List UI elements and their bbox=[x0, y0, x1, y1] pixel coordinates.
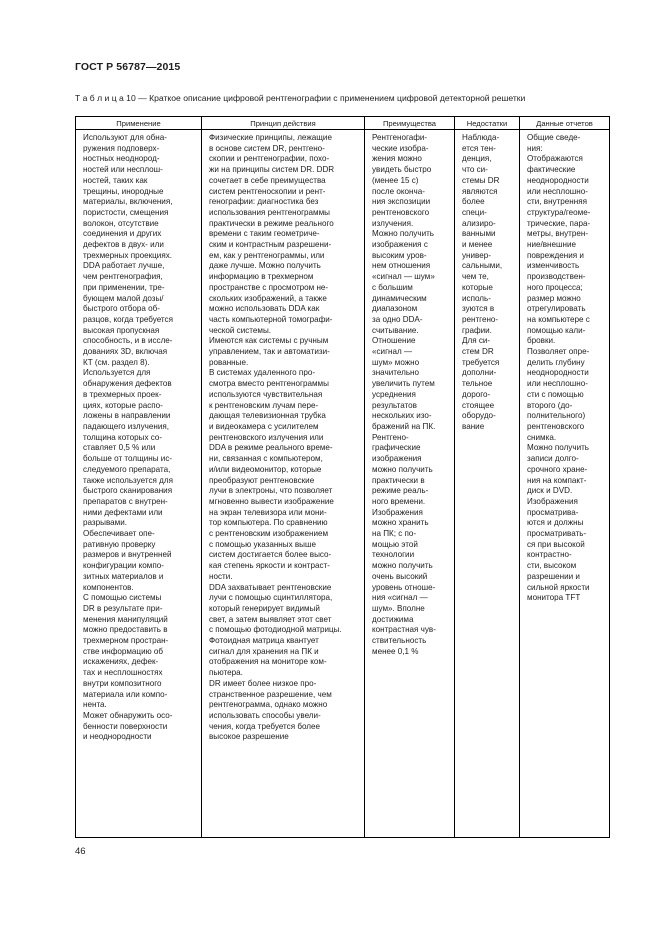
text-line: динамическим bbox=[372, 293, 427, 303]
text-line: оборудо- bbox=[462, 411, 496, 421]
text-line: и видеокамера с усилителем bbox=[209, 421, 319, 431]
text-line: лучи в электроны, что позволяет bbox=[209, 486, 333, 496]
text-line: Можно получить bbox=[527, 443, 590, 453]
text-line: конфигурации компо- bbox=[83, 561, 164, 571]
text-line: дованиях 3D, включая bbox=[83, 347, 168, 357]
text-line: с помощью указанных выше bbox=[209, 539, 316, 549]
text-line: способность, и в иссле- bbox=[83, 336, 173, 346]
text-line: тельное bbox=[462, 379, 493, 389]
text-line: фактические bbox=[527, 165, 576, 175]
text-line: материалы, включения, bbox=[83, 197, 173, 207]
text-line: срочного хране- bbox=[527, 464, 588, 474]
text-line: универ- bbox=[462, 250, 491, 260]
text-line: увидеть быстро bbox=[372, 165, 432, 175]
text-line: нем отношения bbox=[372, 261, 431, 271]
text-line: неоднородности bbox=[527, 368, 589, 378]
text-line: рентгено- bbox=[462, 314, 499, 324]
text-line: очень высокий bbox=[372, 571, 428, 581]
text-line: ставляет 0,5 % или bbox=[83, 443, 156, 453]
text-line: сильной яркости bbox=[527, 582, 590, 592]
text-line: толщина которых со- bbox=[83, 432, 163, 442]
text-line: компонентов. bbox=[83, 582, 134, 592]
table-caption: Т а б л и ц а 10 — Краткое описание цифровой рентгенографии с применением цифровой детекторной решетки bbox=[75, 93, 526, 103]
text-line: часть компьютерной томографи- bbox=[209, 314, 333, 324]
text-line: уровень отноше- bbox=[372, 582, 436, 592]
text-line: Наблюда- bbox=[462, 133, 500, 142]
text-line: скопии и рентгенографии, похо- bbox=[209, 154, 330, 164]
text-line: или несплошно- bbox=[527, 186, 588, 196]
text-line: можно получить bbox=[372, 561, 433, 571]
text-line: Для си- bbox=[462, 336, 491, 346]
text-line: также используется для bbox=[83, 475, 173, 485]
text-line: на ПК; с по- bbox=[372, 529, 417, 539]
header-principle: Принцип действия bbox=[202, 117, 365, 130]
text-line: рентгеновского bbox=[527, 421, 585, 431]
text-line: использовать способы увели- bbox=[209, 710, 321, 720]
text-line: ни, связанная с компьютером, bbox=[209, 454, 323, 464]
text-line: метры, внутрен- bbox=[527, 229, 589, 239]
text-line: дорого- bbox=[462, 389, 491, 399]
text-line: Используют для обна- bbox=[83, 133, 167, 142]
text-line: В системах удаленного про- bbox=[209, 368, 316, 378]
text-line: записи долго- bbox=[527, 454, 579, 464]
text-line: ется тен- bbox=[462, 143, 496, 153]
text-line: увеличить путем bbox=[372, 379, 435, 389]
text-line: тах и несплошностях bbox=[83, 668, 163, 678]
text-line: требуется bbox=[462, 357, 500, 367]
text-line: которые bbox=[462, 282, 493, 292]
text-line: значительно bbox=[372, 368, 420, 378]
text-line: жи на принципы систем DR. DDR bbox=[209, 165, 335, 175]
text-line: внутри композитного bbox=[83, 678, 162, 688]
header-report-data: Данные отчетов bbox=[520, 117, 610, 130]
text-line: или несплошно- bbox=[527, 379, 588, 389]
text-line: времени с таким геометриче- bbox=[209, 229, 320, 239]
text-line: разцов, когда требуется bbox=[83, 314, 173, 324]
text-line: практически в режиме реального bbox=[209, 218, 334, 228]
text-line: ного процесса; bbox=[527, 282, 583, 292]
text-line: после оконча- bbox=[372, 186, 425, 196]
text-line: ским и контрастным разрешени- bbox=[209, 240, 332, 250]
text-line: ния экспозиции bbox=[372, 197, 431, 207]
text-line: DR в результате при- bbox=[83, 603, 163, 613]
text-line: систем достигается более высо- bbox=[209, 550, 332, 560]
text-line: использования рентгенограммы bbox=[209, 207, 330, 217]
text-line: шум». Вполне bbox=[372, 603, 425, 613]
text-line: бражений на ПК. bbox=[372, 421, 436, 431]
text-line: ния на компакт- bbox=[527, 475, 587, 485]
text-line: свет, а затем выявляет этот свет bbox=[209, 614, 332, 624]
text-line: ализиро- bbox=[462, 218, 496, 228]
text-line: скольких изображений, а также bbox=[209, 293, 327, 303]
text-line: DDA захватывает рентгеновские bbox=[209, 582, 332, 592]
text-line: сти, высоком bbox=[527, 561, 577, 571]
text-line: считывание. bbox=[372, 325, 419, 335]
text-line: пространстве с просмотром не- bbox=[209, 282, 329, 292]
text-line: Обеспечивает опе- bbox=[83, 529, 155, 539]
text-line: высокое разрешение bbox=[209, 732, 289, 742]
text-line: достижима bbox=[372, 614, 414, 624]
text-line: лучи с помощью сцинтиллятора, bbox=[209, 593, 333, 603]
text-line: можно хранить bbox=[372, 518, 429, 528]
text-line: трехмерных проекциях. bbox=[83, 250, 172, 260]
text-line: что си- bbox=[462, 165, 488, 175]
text-line: в трехмерных проек- bbox=[83, 389, 162, 399]
text-line: трехмерном простран- bbox=[83, 636, 169, 646]
text-line: используются чувствительная bbox=[209, 389, 323, 399]
text-line: (менее 15 с) bbox=[372, 175, 419, 185]
text-line: быстрого сканирования bbox=[83, 486, 173, 496]
text-line: при применении, тре- bbox=[83, 282, 165, 292]
text-line: стоящее bbox=[462, 400, 495, 410]
text-line: быстрого отбора об- bbox=[83, 304, 160, 314]
text-line: ностей или несплош- bbox=[83, 165, 163, 175]
text-line: контрастная чув- bbox=[372, 625, 436, 635]
text-line: неоднородности bbox=[527, 175, 589, 185]
text-line: размеров и внутренней bbox=[83, 550, 172, 560]
text-line: ложены в направлении bbox=[83, 411, 171, 421]
table-header-row bbox=[76, 117, 610, 130]
text-line: ся при высокой bbox=[527, 539, 585, 549]
text-line: более bbox=[462, 197, 485, 207]
page-number: 46 bbox=[75, 846, 86, 857]
text-line: сигнал для хранения на ПК и bbox=[209, 646, 319, 656]
text-line: с большим bbox=[372, 282, 413, 292]
text-line: ванными bbox=[462, 229, 496, 239]
text-line: с рентгеновским изображением bbox=[209, 529, 329, 539]
text-line: следуемого препарата, bbox=[83, 464, 171, 474]
text-line: ружения подповерх- bbox=[83, 143, 160, 153]
text-line: ние/внешние bbox=[527, 240, 576, 250]
text-line: стемы DR bbox=[462, 175, 500, 185]
text-line: являются bbox=[462, 186, 498, 196]
text-line: отрегулировать bbox=[527, 304, 586, 314]
text-line: практически в bbox=[372, 475, 425, 485]
text-line: сти, внутренняя bbox=[527, 197, 588, 207]
text-line: бенности поверхности bbox=[83, 721, 168, 731]
description-table bbox=[75, 116, 610, 838]
text-line: технологии bbox=[372, 550, 415, 560]
text-line: высоким уров- bbox=[372, 250, 427, 260]
text-line: повреждения и bbox=[527, 250, 584, 260]
text-line: который генерирует видимый bbox=[209, 603, 320, 613]
text-line: ративную проверку bbox=[83, 539, 156, 549]
text-line: менения манипуляций bbox=[83, 614, 168, 624]
text-line: DR имеет более низкое про- bbox=[209, 678, 317, 688]
text-line: странственное разрешение, чем bbox=[209, 689, 332, 699]
text-line: дающая телевизионная трубка bbox=[209, 411, 326, 421]
text-line: ностей, таких как bbox=[83, 175, 148, 185]
text-line: искажениях, дефек- bbox=[83, 657, 159, 667]
text-line: нескольких изо- bbox=[372, 411, 432, 421]
text-line: трещины, инородные bbox=[83, 186, 164, 196]
document-code: ГОСТ Р 56787—2015 bbox=[75, 61, 181, 73]
text-line: с помощью фотодиодной матрицы. bbox=[209, 625, 342, 635]
text-line: можно получить bbox=[372, 464, 433, 474]
text-line: ем, как у рентгенограммы, или bbox=[209, 250, 325, 260]
text-line: «сигнал — bbox=[372, 347, 413, 357]
text-line: высокая пропускная bbox=[83, 325, 160, 335]
text-line: монитора TFT bbox=[527, 593, 581, 603]
text-line: «сигнал — шум» bbox=[372, 272, 435, 282]
text-line: преобразуют рентгеновские bbox=[209, 475, 315, 485]
cell-application bbox=[76, 130, 202, 838]
text-line: результатов bbox=[372, 400, 417, 410]
text-line: падающего излучения, bbox=[83, 421, 170, 431]
text-line: DDA работает лучше, bbox=[83, 261, 165, 271]
text-line: полнительного) bbox=[527, 411, 586, 421]
text-line: кая степень яркости и контраст- bbox=[209, 561, 330, 571]
text-line: на компьютере с bbox=[527, 314, 590, 324]
cell-report-data bbox=[520, 130, 610, 838]
text-line: дополни- bbox=[462, 368, 497, 378]
text-line: информацию в трехмерном bbox=[209, 272, 314, 282]
text-line: пьютера. bbox=[209, 668, 243, 678]
text-line: разрывами. bbox=[83, 518, 127, 528]
text-line: препаратов с внутрен- bbox=[83, 496, 168, 506]
text-line: стве информацию об bbox=[83, 646, 164, 656]
text-line: ния: bbox=[527, 143, 543, 153]
header-application: Применение bbox=[76, 117, 202, 130]
text-line: разрешении и bbox=[527, 571, 580, 581]
text-line: денция, bbox=[462, 154, 492, 164]
text-line: отображения на мониторе ком- bbox=[209, 657, 327, 667]
text-line: рентгеновского излучения или bbox=[209, 432, 324, 442]
text-line: исполь- bbox=[462, 293, 491, 303]
text-line: ния «сигнал — bbox=[372, 593, 428, 603]
text-line: специ- bbox=[462, 207, 487, 217]
text-line: снимка. bbox=[527, 432, 557, 442]
text-line: вание bbox=[462, 421, 485, 431]
text-line: ностных неоднород- bbox=[83, 154, 160, 164]
text-line: циях, которые распо- bbox=[83, 400, 163, 410]
text-line: и менее bbox=[462, 240, 493, 250]
text-line: к рентгеновским лучам пере- bbox=[209, 400, 319, 410]
text-line: бующем малой дозы/ bbox=[83, 293, 164, 303]
text-line: за одно DDA- bbox=[372, 314, 423, 324]
text-line: чем рентгенография, bbox=[83, 272, 163, 282]
header-advantages: Преимущества bbox=[365, 117, 455, 130]
text-line: Рентгено- bbox=[372, 432, 409, 442]
text-line: Общие сведе- bbox=[527, 133, 581, 142]
text-line: можно предоставить в bbox=[83, 625, 168, 635]
text-line: можно использовать DDA как bbox=[209, 304, 320, 314]
text-line: делить глубину bbox=[527, 357, 585, 367]
text-line: трические, пара- bbox=[527, 218, 591, 228]
text-line: ного времени. bbox=[372, 496, 426, 506]
text-line: графии. bbox=[462, 325, 492, 335]
text-line: менее 0,1 % bbox=[372, 646, 419, 656]
text-line: Физические принципы, лежащие bbox=[209, 133, 332, 142]
text-line: контрастно- bbox=[527, 550, 572, 560]
text-line: сочетает в себе преимущества bbox=[209, 175, 326, 185]
text-line: Отображаются bbox=[527, 154, 583, 164]
text-line: стем DR bbox=[462, 347, 494, 357]
text-line: сти с помощью bbox=[527, 389, 584, 399]
text-line: DDA в режиме реального време- bbox=[209, 443, 333, 453]
text-line: графические bbox=[372, 443, 421, 453]
text-line: диск и DVD. bbox=[527, 486, 573, 496]
text-line: волокон, отсутствие bbox=[83, 218, 159, 228]
text-line: диапазоном bbox=[372, 304, 418, 314]
text-line: даже лучше. Можно получить bbox=[209, 261, 321, 271]
text-line: ними дефектами или bbox=[83, 507, 163, 517]
text-line: производствен- bbox=[527, 272, 586, 282]
text-line: дефектов в двух- или bbox=[83, 240, 164, 250]
cell-disadvantages bbox=[455, 130, 520, 838]
text-line: материала или компо- bbox=[83, 689, 168, 699]
text-line: в основе систем DR, рентгено- bbox=[209, 143, 325, 153]
text-line: ствительность bbox=[372, 636, 427, 646]
text-line: помощью кали- bbox=[527, 325, 586, 335]
text-line: зуются в bbox=[462, 304, 495, 314]
text-line: смотра вместо рентгенограммы bbox=[209, 379, 329, 389]
text-line: систем рентгеноскопии и рент- bbox=[209, 186, 326, 196]
text-line: ческие изобра- bbox=[372, 143, 429, 153]
text-line: чем те, bbox=[462, 272, 489, 282]
text-line: мгновенно вывести изображение bbox=[209, 496, 334, 506]
cell-advantages bbox=[365, 130, 455, 838]
text-line: структура/геоме- bbox=[527, 207, 591, 217]
text-line: бровки. bbox=[527, 336, 556, 346]
text-line: Изображения bbox=[372, 507, 423, 517]
text-line: просматривать- bbox=[527, 529, 587, 539]
text-line: Позволяет опре- bbox=[527, 347, 590, 357]
text-line: сальными, bbox=[462, 261, 503, 271]
text-line: изменчивость bbox=[527, 261, 580, 271]
text-line: размер можно bbox=[527, 293, 581, 303]
text-line: Используется для bbox=[83, 368, 151, 378]
text-line: режиме реаль- bbox=[372, 486, 429, 496]
text-line: больше от толщины ис- bbox=[83, 454, 173, 464]
text-line: жения можно bbox=[372, 154, 422, 164]
header-disadvantages: Недостатки bbox=[455, 117, 520, 130]
table-row bbox=[76, 130, 610, 838]
text-line: Изображения bbox=[527, 496, 578, 506]
text-line: рентгеновского bbox=[372, 207, 430, 217]
text-line: управлением, так и автоматизи- bbox=[209, 347, 330, 357]
text-line: мощью этой bbox=[372, 539, 418, 549]
text-line: на экран телевизора или мони- bbox=[209, 507, 327, 517]
text-line: рентгенограмма, однако можно bbox=[209, 700, 328, 710]
text-line: Фотоидная матрица квантует bbox=[209, 636, 319, 646]
text-line: Можно получить bbox=[372, 229, 435, 239]
text-line: КТ (см. раздел 8). bbox=[83, 357, 150, 367]
text-line: зитных материалов и bbox=[83, 571, 164, 581]
text-line: чения, когда требуется более bbox=[209, 721, 321, 731]
text-line: второго (до- bbox=[527, 400, 573, 410]
text-line: излучения. bbox=[372, 218, 414, 228]
text-line: Рентгеногафи- bbox=[372, 133, 428, 142]
text-line: обнаружения дефектов bbox=[83, 379, 172, 389]
text-line: Может обнаружить осо- bbox=[83, 710, 173, 720]
text-line: ческой системы. bbox=[209, 325, 272, 335]
text-line: Отношение bbox=[372, 336, 416, 346]
text-line: С помощью системы bbox=[83, 593, 162, 603]
text-line: нента. bbox=[83, 700, 107, 710]
text-line: Имеются как системы с ручным bbox=[209, 336, 329, 346]
text-line: просматрива- bbox=[527, 507, 579, 517]
text-line: усреднения bbox=[372, 389, 416, 399]
text-line: ности. bbox=[209, 571, 233, 581]
text-line: ются и должны bbox=[527, 518, 584, 528]
cell-principle bbox=[202, 130, 365, 838]
text-line: генографии: диагностика без bbox=[209, 197, 319, 207]
text-line: и/или видеомонитор, которые bbox=[209, 464, 322, 474]
text-line: шум» можно bbox=[372, 357, 420, 367]
text-line: пористости, смещения bbox=[83, 207, 169, 217]
text-line: рованные. bbox=[209, 357, 249, 367]
text-line: соединения и других bbox=[83, 229, 162, 239]
text-line: и неоднородности bbox=[83, 732, 152, 742]
text-line: изображения с bbox=[372, 240, 428, 250]
text-line: изображения bbox=[372, 454, 422, 464]
text-line: тор компьютера. По сравнению bbox=[209, 518, 328, 528]
